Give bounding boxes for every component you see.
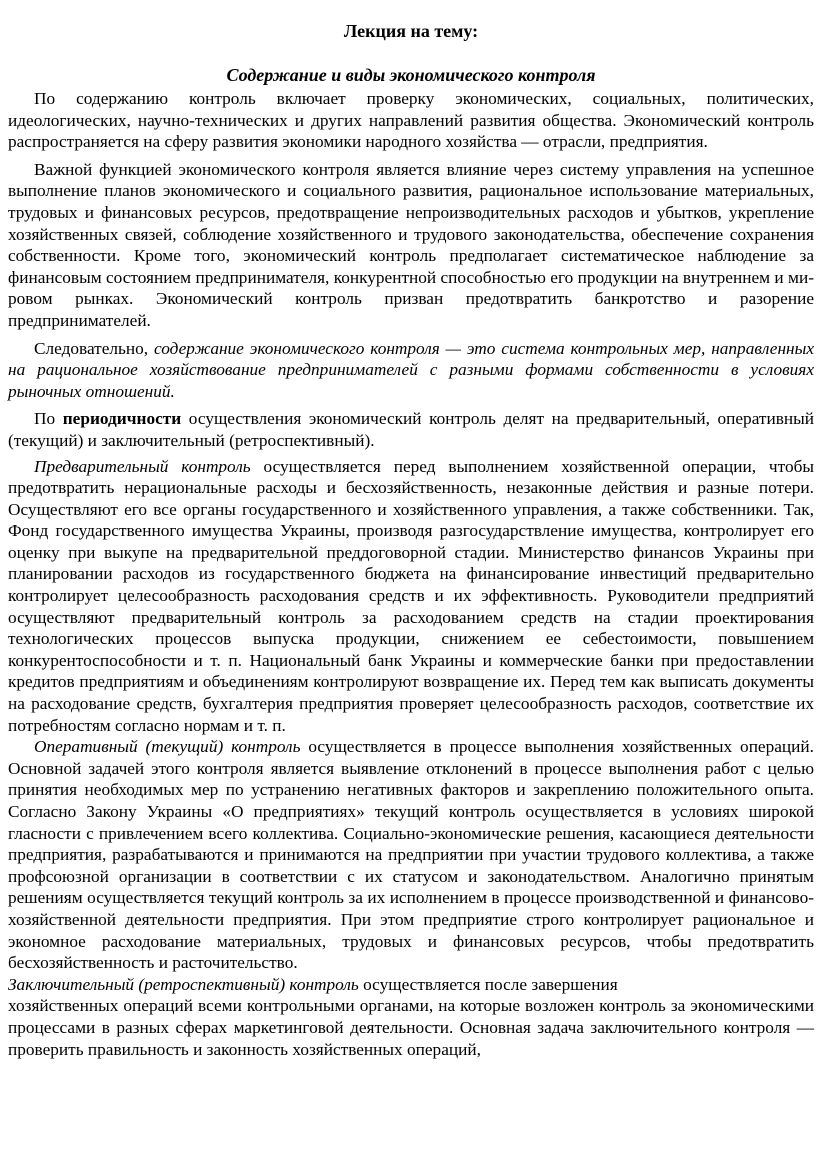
operational-control-term: Оперативный (текущий) контроль [34,737,301,757]
paragraph-periodicity [8,408,814,451]
preliminary-control-text: осуществляется перед выполнением хозяйственной операции, чтобы предотвратить нерациональные расходы и бесхозяйственность, незаконные действия и разные потери. Осуществляют его все органы государственного и хозяйственного управления, а также собственники. Так, Фонд государственного имущества Украины, производя разгосударствление имущества, контролирует его оценку при выкупе на предварительной преддоговорной стадии. Министерство финансов Украины при планировании расходов из государственного бюджета на финансирование инвестиций предварительно контролирует целесообразность расходования средств и их эффективность. Руководители предприятий осуществляют предварительный контроль за расходованием средств на стадии проектирования технологических процессов выпуска продукции, снижением ее себестоимости, повышением конкурентоспособности и т. п. Национальный банк Украины и коммерческие банки при предоставлении кредитов предприятиям и объединениям контролируют возвращение их. Перед тем как выписать документы на расходование средств, бухгалтерия предприятия проверяет целесообразность расходов, соответствие их потребностям согласно нормам и т. п. [8,456,814,735]
paragraph-control-function: Важной функцией экономического контроля является влияние через систему управления на успешное выполнение планов экономического и социального развития, рациональное использование материальных, трудовых и финансовых ресурсов, предотвращение непроизводительных расходов и убытков, укрепление хозяйственных связей, соблюдение хозяйственного и трудового законодательства, обеспечение сохранения собственности. Кроме того, экономический контроль предполагает систематическое наблюдение за финансовым состоянием предпринимателя, конкурентной способностью его продукции на внутреннем и мировом рынках. Экономический контроль призван предотвратить банкротство и разорение предпринимателей. [8,159,814,330]
document-page [8,20,814,1060]
page-title: Содержание и виды экономического контроля [226,65,596,85]
periodicity-lead: По [34,409,63,429]
paragraph-preliminary-control [8,456,814,737]
final-control-term: Заключительный (ретроспективный) контроль [8,974,359,994]
operational-control-text: осуществляется в процессе выполнения хозяйственных операций. Основной задачей этого контроля является выявление отклонений в процессе выполнения работ с целью принятия необходимых мер по устранению негативных факторов и закреплению положительного опыта. Согласно Закону Украины «О предприятиях» текущий контроль осуществляется в условиях широкой гласности с привлечением всего коллектива. Социально-экономические решения, касающиеся деятельности предприятия, разрабатываются и принимаются на предприятии при участии трудового коллектива, а также профсоюзной организации в соответствии с их статусом и законодательством. Аналогично принятым решениям осуществляется текущий контроль за их исполнением в процессе производственной и финансово-хозяйственной деятельности предприятия. При этом предприятие строго контролирует рациональное и экономное расходование материальных, трудовых и финансовых ресурсов, чтобы предотвратить бесхозяйственность и расточительство. [8,737,814,973]
paragraph-final-control-line1 [8,974,814,996]
final-control-line1: осуществляется после завершения [358,974,618,994]
periodicity-rest: осуществления экономический контроль делят на предварительный, оперативный (текущий) и заключительный (ретроспективный). [8,409,814,450]
paragraph-final-control: хозяйственных операций всеми контрольными органами, на которые возложен контроль за экономическими процессами в разных сферах маркетинговой деятельности. Основная задача заключительного контроля — проверить правильность и законность хозяйственных операций, [8,996,814,1059]
paragraph-operational-control [8,736,814,974]
paragraph-content-scope: По содержанию контроль включает проверку экономических, социальных, политических, идеологических, научно-технических и других направлений развития общества. Экономический контроль распространяется на сферу развития экономики народного хозяйства — отрасли, предприятия. [8,89,814,152]
lecture-heading: Лекция на тему: [343,21,479,41]
definition-lead: Следовательно, [34,338,154,358]
definition-italic: содержание экономического контроля — это система контрольных мер, направленных на рациональное хозяйствование предпринимателей с разными формами собственности в условиях рыночных отношений. [8,338,814,401]
paragraph-definition [8,338,814,403]
preliminary-control-term: Предварительный контроль [34,456,251,476]
periodicity-term: периодичности [62,409,182,429]
